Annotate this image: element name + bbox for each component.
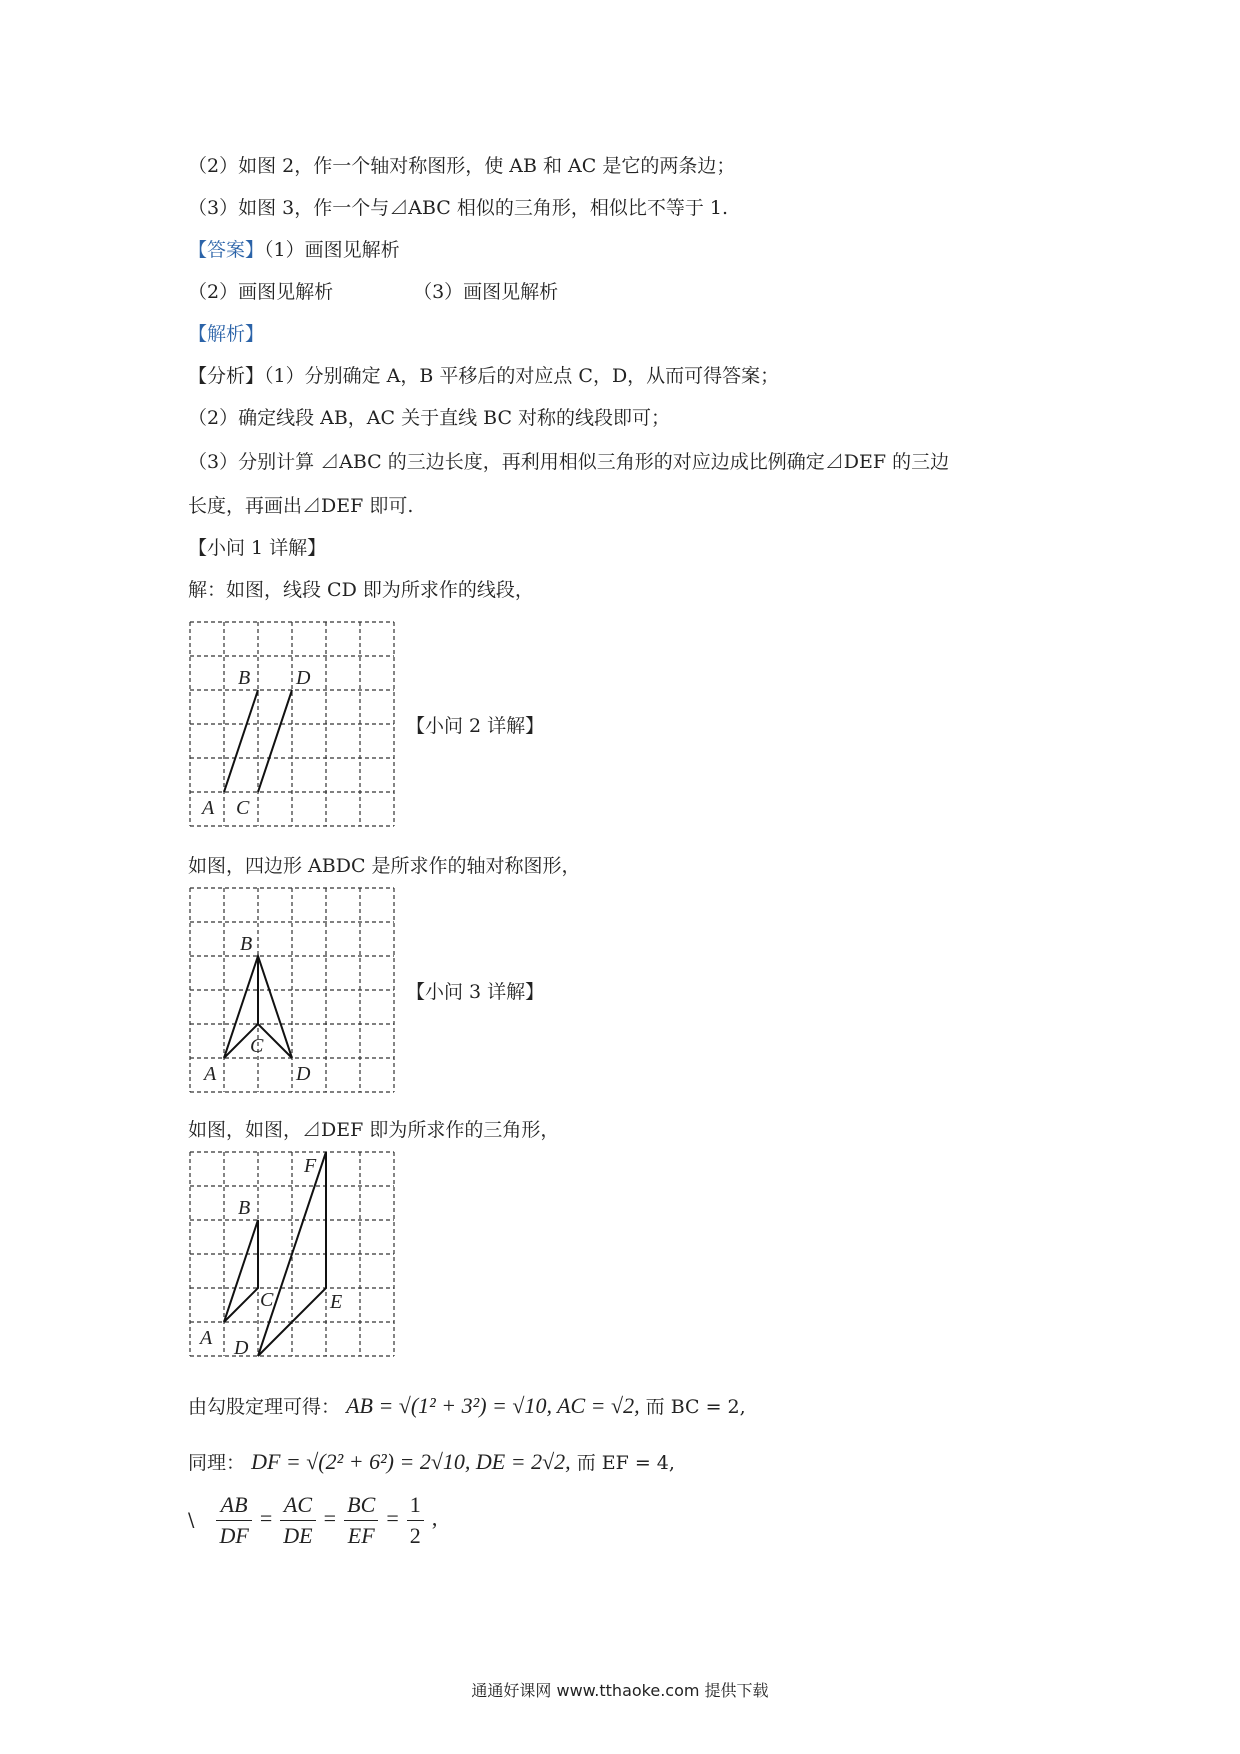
answer-line-1 xyxy=(188,236,400,264)
detail-2-text: 如图，四边形 ABDC 是所求作的轴对称图形， xyxy=(188,855,581,877)
calc-line-1 xyxy=(188,1392,746,1421)
analysis-tag: 【解析】 xyxy=(188,323,265,345)
den-two: 2 xyxy=(409,1523,421,1548)
fraction-one-half xyxy=(407,1490,424,1551)
ratio-prefix: \ xyxy=(188,1508,195,1531)
detail-2-title: 【小问 2 详解】 xyxy=(406,715,545,737)
triangle-abc xyxy=(224,1220,258,1322)
den-df: DF xyxy=(219,1523,249,1548)
num-bc: BC xyxy=(344,1490,378,1521)
calc-2-tail: 而 EF = 4, xyxy=(576,1452,675,1474)
question-3: （3）如图 3，作一个与⊿ABC 相似的三角形，相似比不等于 1. xyxy=(188,197,728,219)
analysis-item-3a: （3）分别计算 ⊿ABC 的三边长度，再利用相似三角形的对应边成比例确定⊿DEF 的三边 xyxy=(188,451,950,473)
fraction-ab-df xyxy=(216,1490,251,1551)
calc-line-2 xyxy=(188,1448,675,1477)
label-d: D xyxy=(296,1063,311,1085)
analysis-item-2: （2）确定线段 AB，AC 关于直线 BC 对称的线段即可； xyxy=(188,407,671,429)
num-one: 1 xyxy=(407,1490,424,1521)
answer-tag: 【答案】 xyxy=(188,239,265,261)
question-2: （2）如图 2，作一个轴对称图形，使 AB 和 AC 是它的两条边； xyxy=(188,155,736,177)
fraction-bc-ef xyxy=(344,1490,378,1551)
figure-2 xyxy=(186,884,406,1104)
label-a: A xyxy=(204,1063,217,1085)
ratio-line: \ $\frac{AB}{DF}$ = $\frac{AC}{DE}$ = $\frac{BC}{EF}$ = $\frac{1}{2}$ , xyxy=(188,1490,437,1551)
label-c: C xyxy=(236,797,250,819)
label-b: B xyxy=(238,1197,251,1219)
label-e: E xyxy=(330,1291,343,1313)
calc-1-formula: AB = √(1² + 3²) = √10, AC = √2, xyxy=(346,1393,640,1418)
answer-part-1: （1）画图见解析 xyxy=(264,239,400,261)
label-a: A xyxy=(202,797,215,819)
figure-3 xyxy=(186,1148,406,1368)
segment-cd xyxy=(258,690,292,792)
answer-part-3: （3）画图见解析 xyxy=(413,281,559,303)
answer-part-2: （2）画图见解析 xyxy=(188,281,334,303)
den-de: DE xyxy=(283,1523,313,1548)
fraction-ac-de xyxy=(280,1490,315,1551)
label-d: D xyxy=(296,667,311,689)
ratio-end: , xyxy=(431,1505,438,1531)
analysis-tag-label: 【分析】 xyxy=(188,365,265,387)
label-c: C xyxy=(260,1289,274,1311)
analysis-line-1 xyxy=(188,362,779,390)
label-d: D xyxy=(234,1337,249,1359)
calc-1-tail: 而 BC = 2, xyxy=(645,1396,746,1418)
label-a: A xyxy=(200,1327,213,1349)
detail-3-text: 如图，如图，⊿DEF 即为所求作的三角形， xyxy=(188,1119,560,1141)
label-f: F xyxy=(304,1155,317,1177)
detail-3-title: 【小问 3 详解】 xyxy=(406,981,545,1003)
figure-1 xyxy=(186,618,406,838)
detail-1-text: 解：如图，线段 CD 即为所求作的线段， xyxy=(188,579,534,601)
analysis-item-1: （1）分别确定 A，B 平移后的对应点 C，D，从而可得答案； xyxy=(264,365,780,387)
label-b: B xyxy=(240,933,253,955)
label-c: C xyxy=(250,1035,264,1057)
page-footer: 通通好课网 www.tthaoke.com 提供下载 xyxy=(471,1681,769,1700)
label-b: B xyxy=(238,667,251,689)
analysis-item-3b: 长度，再画出⊿DEF 即可. xyxy=(188,495,414,517)
calc-1-prefix: 由勾股定理可得： xyxy=(188,1396,341,1418)
segment-ab xyxy=(224,690,258,792)
answer-line-2 xyxy=(188,278,558,306)
num-ac: AC xyxy=(280,1490,315,1521)
calc-2-prefix: 同理： xyxy=(188,1452,246,1474)
den-ef: EF xyxy=(347,1523,375,1548)
detail-1-title: 【小问 1 详解】 xyxy=(188,537,327,559)
num-ab: AB xyxy=(216,1490,251,1521)
calc-2-formula: DF = √(2² + 6²) = 2√10, DE = 2√2, xyxy=(251,1449,571,1474)
